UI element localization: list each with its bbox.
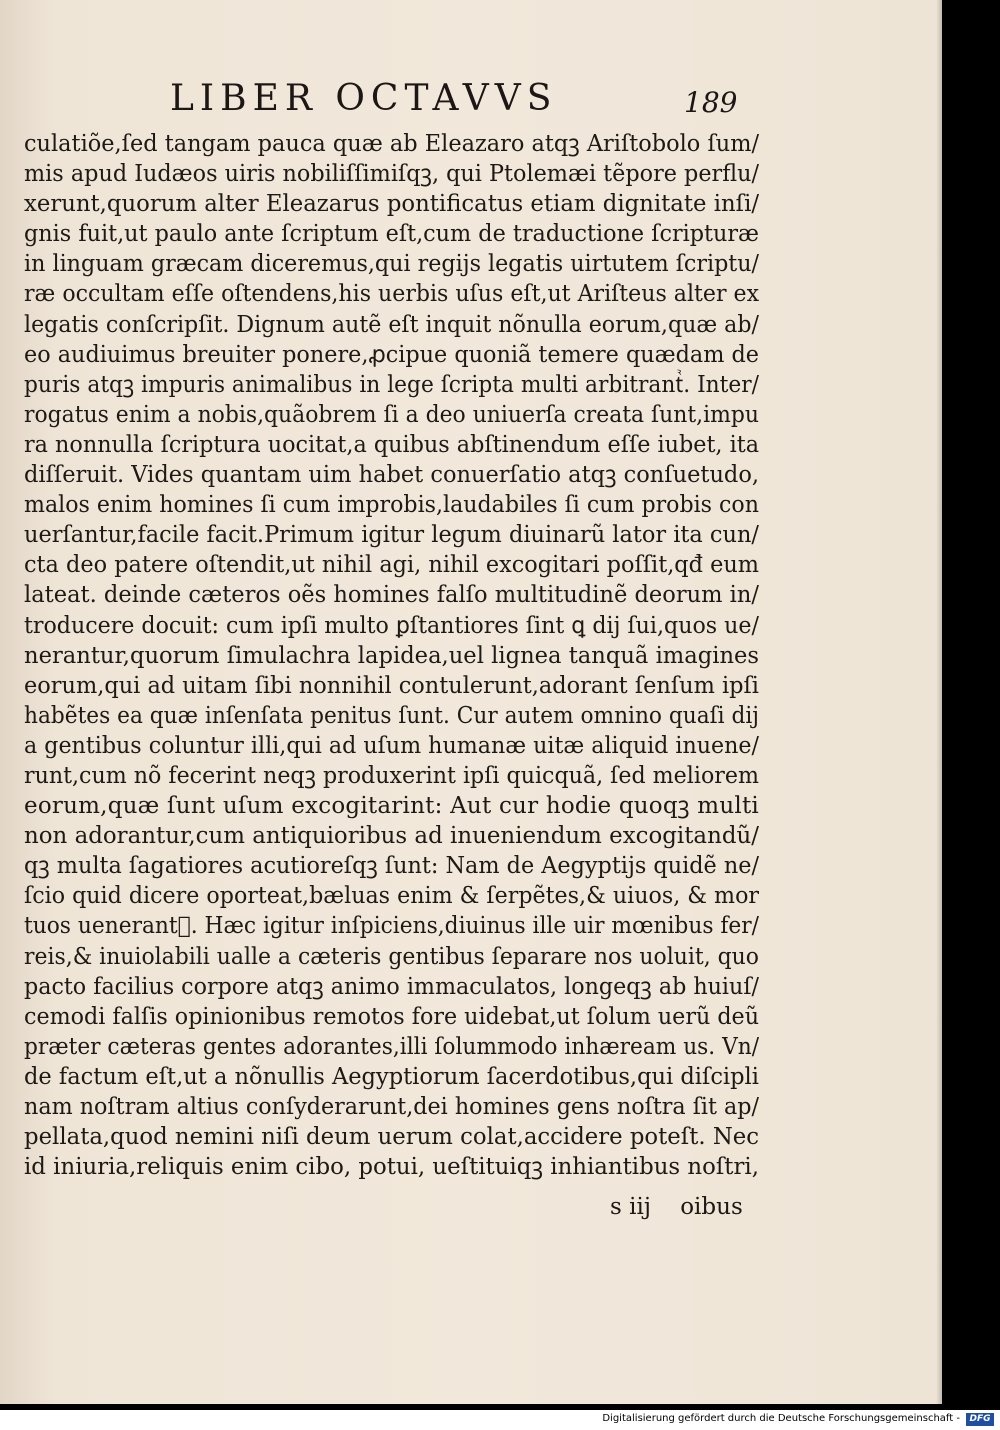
text-line: uerſantur,facile facit.Primum igitur legum diuinarũ lator ita cun/	[24, 522, 759, 549]
text-line: diſſeruit. Vides quantam uim habet conuerſatio atqꝫ conſuetudo,	[24, 462, 760, 489]
text-line: malos enim homines ſi cum improbis,laudabiles ſi cum probis con	[24, 492, 759, 519]
text-line: xerunt,quorum alter Eleazarus pontificatus etiam dignitate inſi/	[24, 191, 760, 218]
dfg-logo: DFG	[966, 1413, 994, 1426]
text-line: ſcio quid dicere oporteat,bæluas enim & ſerpẽtes,& uiuos, & mor	[24, 883, 760, 910]
text-line: tuos uenerantᷣ. Hæc igitur inſpiciens,diuinus ille uir mœnibus fer/	[24, 913, 760, 940]
text-line: habẽtes ea quæ inſenſata penitus ſunt. Cur autem omnino quaſi dij	[24, 702, 760, 729]
text-line: de factum eſt,ut a nõnullis Aegyptiorum ſacerdotibus,qui diſcipli	[24, 1063, 759, 1090]
text-line: cta deo patere oſtendit,ut nihil agi, nihil excogitari poſſit,qđ eum	[24, 552, 760, 579]
text-line: cemodi falſis opinionibus remotos fore uidebat,ut ſolum uerũ deũ	[24, 1003, 760, 1030]
catchword: s iij oibus	[610, 1194, 743, 1220]
text-line: ræ occultam eſſe oſtendens,his uerbis uſus eſt,ut Ariſteus alter ex	[24, 281, 760, 308]
text-line: in linguam græcam diceremus,qui regijs legatis uirtutem ſcriptu/	[24, 251, 760, 278]
footer-bar	[0, 1410, 1000, 1430]
text-line: eorum,qui ad uitam ſibi nonnihil contulerunt,adorant ſenſum ipſi	[24, 672, 759, 699]
text-line: a gentibus coluntur illi,qui ad uſum humanæ uitæ aliquid inuene/	[24, 732, 760, 759]
folio-number: 189	[684, 86, 738, 119]
text-line: rogatus enim a nobis,quãobrem ſi a deo uniuerſa creata ſunt,impu	[24, 401, 759, 428]
text-line: pellata,quod nemini niſi deum uerum colat,accidere poteſt. Nec	[24, 1124, 759, 1151]
page-edge-shadow	[936, 0, 942, 1404]
text-line: legatis conſcripſit. Dignum autẽ eſt inquit nõnulla eorum,quæ ab/	[24, 311, 759, 338]
text-line: ra nonnulla ſcriptura uocitat,a quibus abſtinendum eſſe iubet, ita	[24, 431, 760, 458]
text-line: nam noſtram altius conſyderarunt,dei homines gens noſtra ſit ap/	[24, 1094, 760, 1120]
text-line: non adorantur,cum antiquioribus ad inueniendum excogitandũ/	[24, 823, 759, 850]
text-line: præter cæteras gentes adorantes,illi ſolummodo inhæream us. Vn/	[24, 1033, 760, 1060]
text-line: id iniuria,reliquis enim cibo, potui, ueſtituiqꝫ inhiantibus noſtri,	[24, 1154, 759, 1181]
text-line: culatiõe,ſed tangam pauca quæ ab Eleazaro atqꝫ Ariſtobolo ſum/	[24, 131, 760, 157]
running-title: LIBER OCTAVVS	[170, 78, 558, 119]
text-line: eo audiuimus breuiter ponere,ꝓcipue quoniã temere quædam de	[24, 341, 759, 368]
text-line: eorum,quæ ſunt uſum excogitarint: Aut cur hodie quoqꝫ multi	[24, 793, 759, 820]
text-line: runt,cum nõ fecerint neqꝫ produxerint ipſi quicquã, ſed meliorem	[24, 762, 759, 789]
text-line: mis apud Iudæos uiris nobiliſſimiſqꝫ, qui Ptolemæi tẽpore perflu/	[24, 161, 760, 188]
text-line: puris atqꝫ impuris animalibus in lege ſcripta multi arbitrantᷣ. Inter/	[24, 371, 760, 398]
text-line: qꝫ multa ſagatiores acutioreſqꝫ ſunt: Nam de Aegyptijs quidẽ ne/	[24, 853, 760, 880]
funding-credit: Digitalisierung gefördert durch die Deutsche Forschungsgemeinschaft -	[602, 1413, 960, 1424]
text-line: lateat. deinde cæteros oẽs homines falſo multitudinẽ deorum in/	[24, 582, 760, 609]
text-line: nerantur,quorum ſimulachra lapidea,uel lignea tanquã imagines	[24, 642, 760, 669]
text-line: pacto facilius corpore atqꝫ animo immaculatos, longeqꝫ ab huiuſ/	[24, 973, 760, 1000]
body-text	[24, 129, 759, 1182]
text-line: gnis fuit,ut paulo ante ſcriptum eſt,cum de traductione ſcripturæ	[24, 221, 760, 248]
text-line: troducere docuit: cum ipſi multo ꝑſtantiores ſint ꝗ dij ſui,quos ue/	[24, 612, 760, 639]
text-line: reis,& inuiolabili ualle a cæteris gentibus ſeparare nos uoluit, quo	[24, 943, 760, 970]
